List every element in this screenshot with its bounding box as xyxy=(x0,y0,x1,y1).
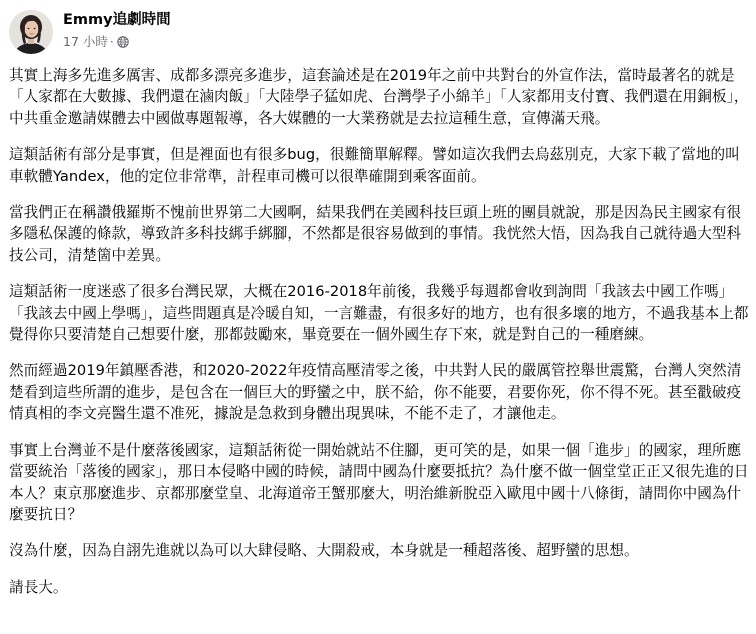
post-meta xyxy=(63,34,171,50)
post-paragraph-5: 然而經過2019年鎮壓香港，和2020-2022年疫情高壓清零之後，中共對人民的嚴厲管控舉世震驚，台灣人突然清楚看到這些所謂的進步，是包含在一個巨大的野蠻之中，朕不給，你不能要，君要你死，你不得不死。甚至戳破疫情真相的李文亮醫生還不准死，據說是急救到身體出現異味，不能不走了，才讓他走。 xyxy=(9,362,742,423)
author-avatar[interactable] xyxy=(9,10,53,54)
globe-icon[interactable] xyxy=(117,36,129,48)
avatar-portrait-icon xyxy=(9,10,53,54)
post-paragraph-4: 這類話術一度迷惑了很多台灣民眾，大概在2016-2018年前後，我幾乎每週都會收到詢問「我該去中國工作嗎」「我該去中國上學嗎」，這些問題真是冷暖自知，一言難盡，有很多好的地方，也有很多壞的地方，不過我基本上都覺得你只要清楚自己想要什麼，那都鼓勵來，畢竟要在一個外國生存下來，就是對自己的一種磨練。 xyxy=(9,283,749,344)
post-body xyxy=(9,65,751,613)
post-paragraph-3: 當我們正在稱讚俄羅斯不愧前世界第二大國啊，結果我們在美國科技巨頭上班的團員就說，那是因為民主國家有很多隱私保護的條款，導致許多科技綁手綁腳，不然都是很容易做到的事情。我恍然大悟，因為我自己就待過大型科技公司，清楚箇中差異。 xyxy=(9,204,742,264)
author-name-link[interactable]: Emmy追劇時間 xyxy=(63,12,171,28)
author-block xyxy=(63,11,171,50)
post-paragraph-1: 其實上海多先進多厲害、成都多漂亮多進步，這套論述是在2019年之前中共對台的外宣作法，當時最著名的就是「人家都在大數據、我們還在滷肉飯」「大陸學子猛如虎、台灣學子小綿羊」「人家都用支付寶、我們還在用銅板」，中共重金邀請媒體去中國做專題報導，各大媒體的一大業務就是去拉這種生意，宣傳滿天飛。 xyxy=(9,67,749,127)
post-header xyxy=(9,9,749,57)
post-paragraph-8: 請長大。 xyxy=(9,578,68,596)
post-paragraph-6: 事實上台灣並不是什麼落後國家，這類話術從一開始就站不住腳，更可笑的是，如果一個「進步」的國家，理所應當要統治「落後的國家」，那日本侵略中國的時候，請問中國為什麼要抵抗？為什麼不做一個堂堂正正又很先進的日本人？東京那麼進步、京都那麼堂皇、北海道帝王蟹那麼大，明治維新脫亞入歐甩中國十八條街，請問你中國為什麼要抗日？ xyxy=(9,441,749,523)
meta-separator: · xyxy=(109,34,114,49)
post-paragraph-2: 這類話術有部分是事實，但是裡面也有很多bug，很難簡單解釋。譬如這次我們去烏茲別克，大家下載了當地的叫車軟體Yandex，他的定位非常準，計程車司機可以很準確開到乘客面前。 xyxy=(9,146,740,185)
post-paragraph-7: 沒為什麼，因為自詡先進就以為可以大肆侵略、大開殺戒，本身就是一種超落後、超野蠻的思想。 xyxy=(9,542,639,560)
post-timestamp[interactable]: 17 小時 xyxy=(63,34,108,49)
